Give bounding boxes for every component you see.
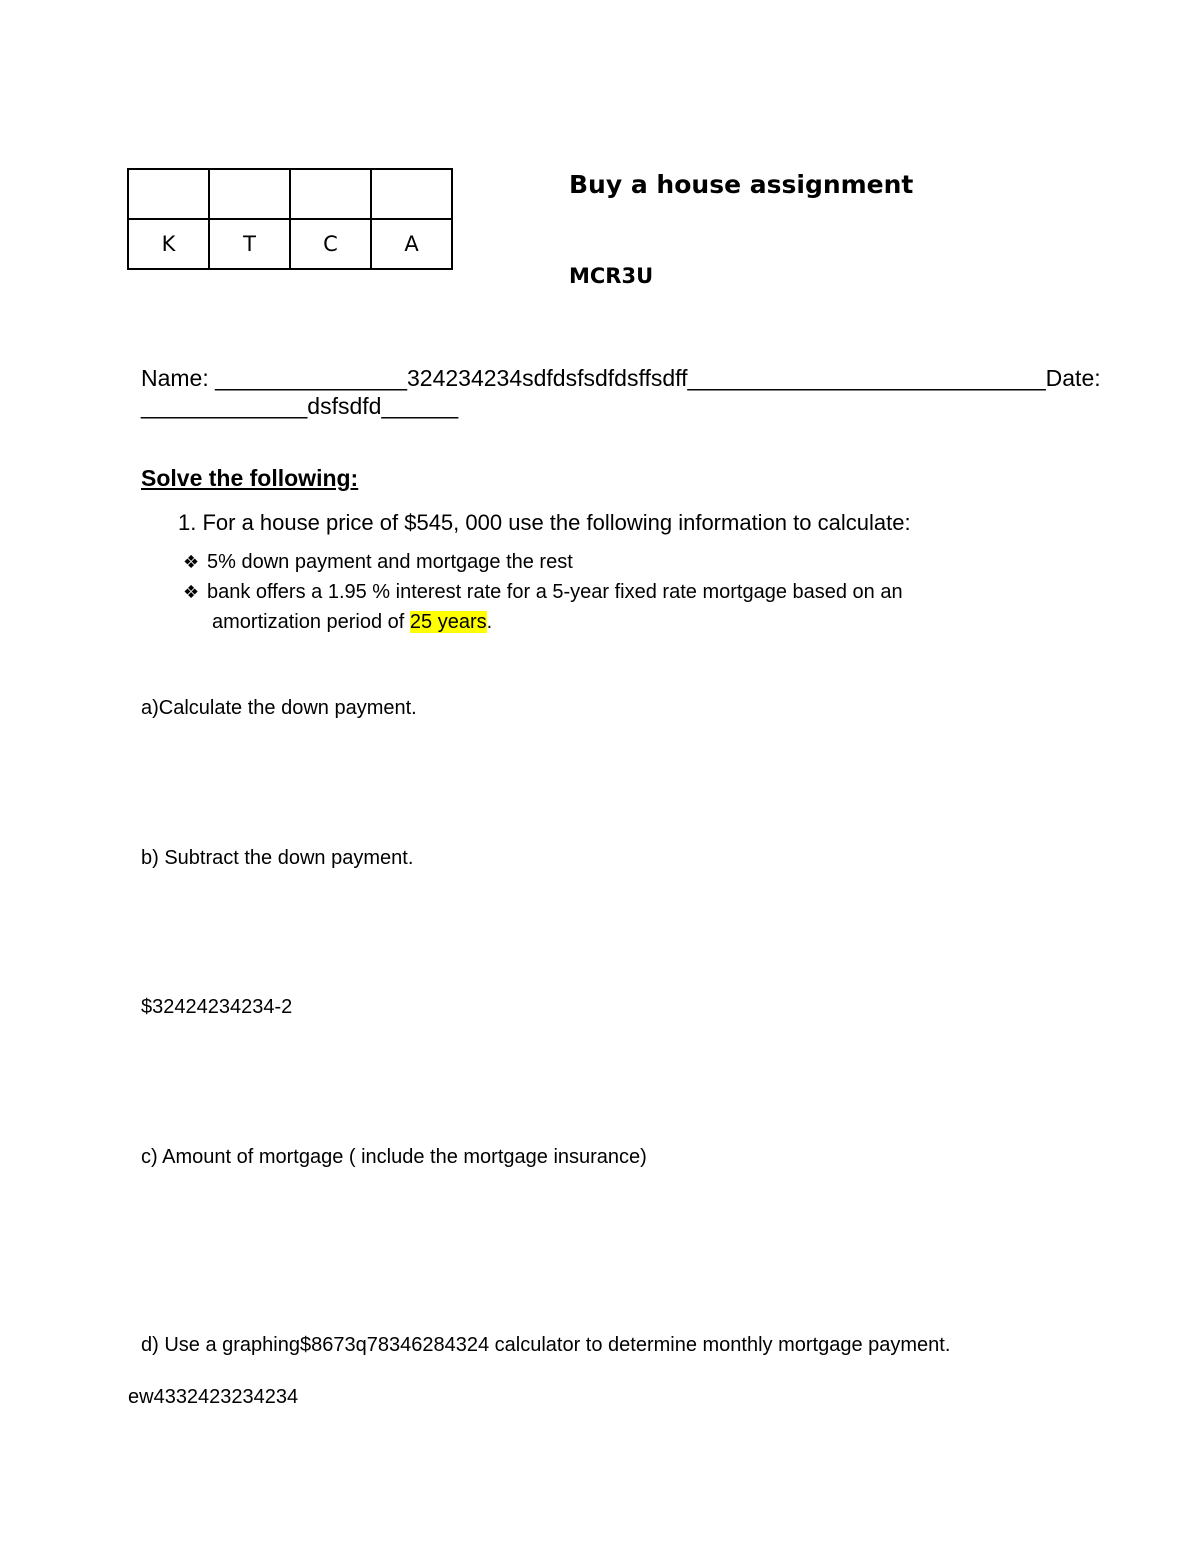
- grade-box-label-row: [128, 219, 452, 269]
- highlighted-years: 25 years: [409, 611, 487, 633]
- grade-label-t: T: [209, 219, 290, 269]
- bullet-item-interest-rate: [183, 581, 903, 604]
- part-b-answer: $32424234234-2: [141, 996, 293, 1018]
- grade-cell-k-score: [128, 169, 209, 219]
- bullet-text: bank offers a 1.95 % interest rate for a 5-year fixed rate mortgage based on an: [207, 581, 903, 603]
- diamond-bullet-icon: ❖: [183, 552, 200, 573]
- name-date-line: Name: _______________324234234sdfdsfsdfdsffsdff____________________________Date:: [141, 365, 1101, 391]
- part-b-prompt: b) Subtract the down payment.: [141, 847, 414, 869]
- course-code: MCR3U: [569, 264, 654, 288]
- amortization-text: amortization period of: [212, 611, 410, 633]
- period-mark: .: [486, 611, 493, 633]
- part-d-prompt: d) Use a graphing$8673q78346284324 calculator to determine monthly mortgage payment.: [141, 1334, 951, 1356]
- part-c-prompt: c) Amount of mortgage ( include the mortgage insurance): [141, 1146, 647, 1168]
- ktca-grade-box: [127, 168, 453, 270]
- grade-label-c: C: [290, 219, 371, 269]
- bullet-item-down-payment: [183, 551, 573, 574]
- grade-cell-c-score: [290, 169, 371, 219]
- grade-label-a: A: [371, 219, 452, 269]
- bullet-continuation: [212, 611, 492, 634]
- grade-box-score-row: [128, 169, 452, 219]
- grade-label-k: K: [128, 219, 209, 269]
- grade-cell-a-score: [371, 169, 452, 219]
- grade-cell-t-score: [209, 169, 290, 219]
- footer-text: ew4332423234234: [128, 1386, 299, 1408]
- part-a-prompt: a)Calculate the down payment.: [141, 697, 417, 719]
- assignment-title: Buy a house assignment: [569, 170, 914, 199]
- diamond-bullet-icon: ❖: [183, 582, 200, 603]
- section-heading: Solve the following:: [141, 465, 359, 491]
- bullet-text: 5% down payment and mortgage the rest: [207, 551, 573, 573]
- date-value-line: _____________dsfsdfd______: [141, 393, 459, 419]
- question-1: 1. For a house price of $545, 000 use the following information to calculate:: [178, 510, 911, 535]
